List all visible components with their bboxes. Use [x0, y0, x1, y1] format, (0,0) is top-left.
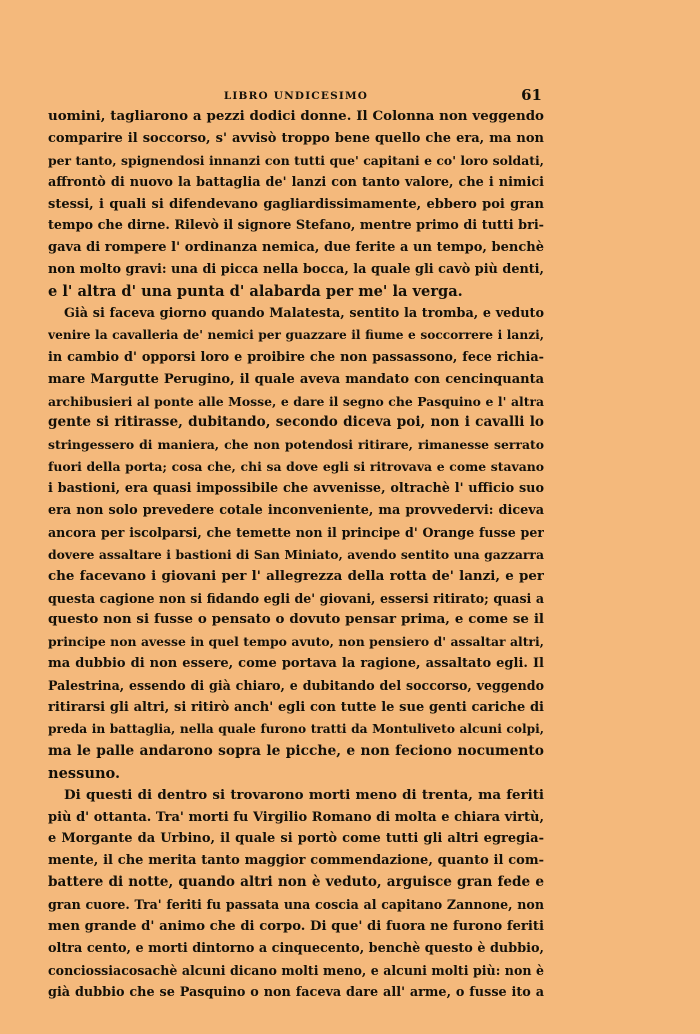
text-line: in cambio d' opporsi loro e proibire che non passassono, fece richia- [48, 349, 544, 365]
text-line: principe non avesse in quel tempo avuto, non pensiero d' assaltar altri, [48, 634, 544, 650]
page-number: 61 [521, 86, 542, 104]
paragraph-end-line: nessuno. [48, 764, 121, 782]
text-line: stessi, i quali si difendevano gagliardissimamente, ebbero poi gran [48, 196, 544, 212]
text-line: comparire il soccorso, s' avvisò troppo bene quello che era, ma non [48, 130, 544, 146]
text-line: non molto gravi: una di picca nella bocca, la quale gli cavò più denti, [48, 262, 544, 278]
text-line: archibusieri al ponte alle Mosse, e dare il segno che Pasquino e l' altra [48, 393, 544, 409]
text-line: e Morgante da Urbino, il quale si portò come tutti gli altri egregia- [48, 831, 544, 847]
text-line: ma dubbio di non essere, come portava la ragione, assaltato egli. Il [48, 656, 544, 672]
text-line: questa cagione non si fidando egli de' giovani, essersi ritirato; quasi a [48, 590, 544, 606]
text-line: stringessero di maniera, che non potendosi ritirare, rimanesse serrato [48, 437, 544, 453]
text-line: ma le palle andarono sopra le picche, e non feciono nocumento [48, 742, 544, 759]
running-head [48, 86, 544, 106]
text-line: Palestrina, essendo di già chiaro, e dubitando del soccorso, veggendo [48, 678, 544, 694]
text-line: era non solo prevedere cotale inconveniente, ma provvedervi: diceva [48, 503, 544, 519]
text-line: che facevano i giovani per l' allegrezza della rotta de' lanzi, e per [48, 567, 544, 584]
text-line: gran cuore. Tra' feriti fu passata una coscia al capitano Zannone, non [48, 897, 544, 913]
text-line: venire la cavalleria de' nemici per guazzare il fiume e soccorrere i lanzi, [48, 327, 544, 342]
paragraph-first-line: Di questi di dentro si trovarono morti meno di trenta, ma feriti [64, 786, 544, 803]
text-line: ancora per iscolparsi, che temette non il principe d' Orange fusse per [48, 524, 544, 540]
text-line: conciossiacosachè alcuni dicano molti meno, e alcuni molti più: non è [48, 962, 544, 978]
text-line: dovere assaltare i bastioni di San Miniato, avendo sentito una gazzarra [48, 546, 544, 562]
paragraph-end-line: e l' altra d' una punta d' alabarda per me' la verga. [48, 283, 463, 301]
text-line: questo non si fusse o pensato o dovuto pensar prima, e come se il [48, 611, 544, 628]
running-head-title: LIBRO UNDICESIMO [223, 90, 369, 102]
text-line: fuori della porta; cosa che, chi sa dove egli si ritrovava e come stavano [48, 459, 544, 475]
text-line: mare Margutte Perugino, il quale aveva mandato con cencinquanta [48, 371, 544, 387]
text-body [48, 106, 544, 1004]
text-line: mente, il che merita tanto maggior commendazione, quanto il com- [48, 853, 544, 869]
text-line: men grande d' animo che di corpo. Di que' di fuora ne furono feriti [48, 918, 544, 934]
paragraph-first-line: Già si faceva giorno quando Malatesta, sentito la tromba, e veduto [64, 306, 544, 322]
text-line: uomini, tagliarono a pezzi dodici donne. Il Colonna non veggendo [48, 108, 544, 124]
text-line: gente si ritirasse, dubitando, secondo diceva poi, non i cavalli lo [48, 414, 544, 431]
text-line: preda in battaglia, nella quale furono tratti da Montuliveto alcuni colpi, [48, 721, 544, 736]
text-line: gava di rompere l' ordinanza nemica, due ferite a un tempo, benchè [48, 240, 544, 256]
text-line: tempo che dirne. Rilevò il signore Stefano, mentre primo di tutti bri- [48, 218, 544, 234]
text-line: già dubbio che se Pasquino o non faceva dare all' arme, o fusse ito a [48, 984, 544, 1000]
text-line: più d' ottanta. Tra' morti fu Virgilio Romano di molta e chiara virtù, [48, 809, 544, 825]
text-line: per tanto, spignendosi innanzi con tutti que' capitani e co' loro soldati, [48, 152, 544, 168]
text-line: i bastioni, era quasi impossibile che avvenisse, oltrachè l' ufficio suo [48, 481, 544, 497]
text-line: battere di notte, quando altri non è veduto, arguisce gran fede e [48, 874, 544, 891]
text-line: oltra cento, e morti dintorno a cinquecento, benchè questo è dubbio, [48, 940, 544, 956]
text-line: ritirarsi gli altri, si ritirò anch' egli con tutte le sue genti cariche di [48, 700, 544, 716]
text-line: affrontò di nuovo la battaglia de' lanzi con tanto valore, che i nimici [48, 174, 544, 190]
